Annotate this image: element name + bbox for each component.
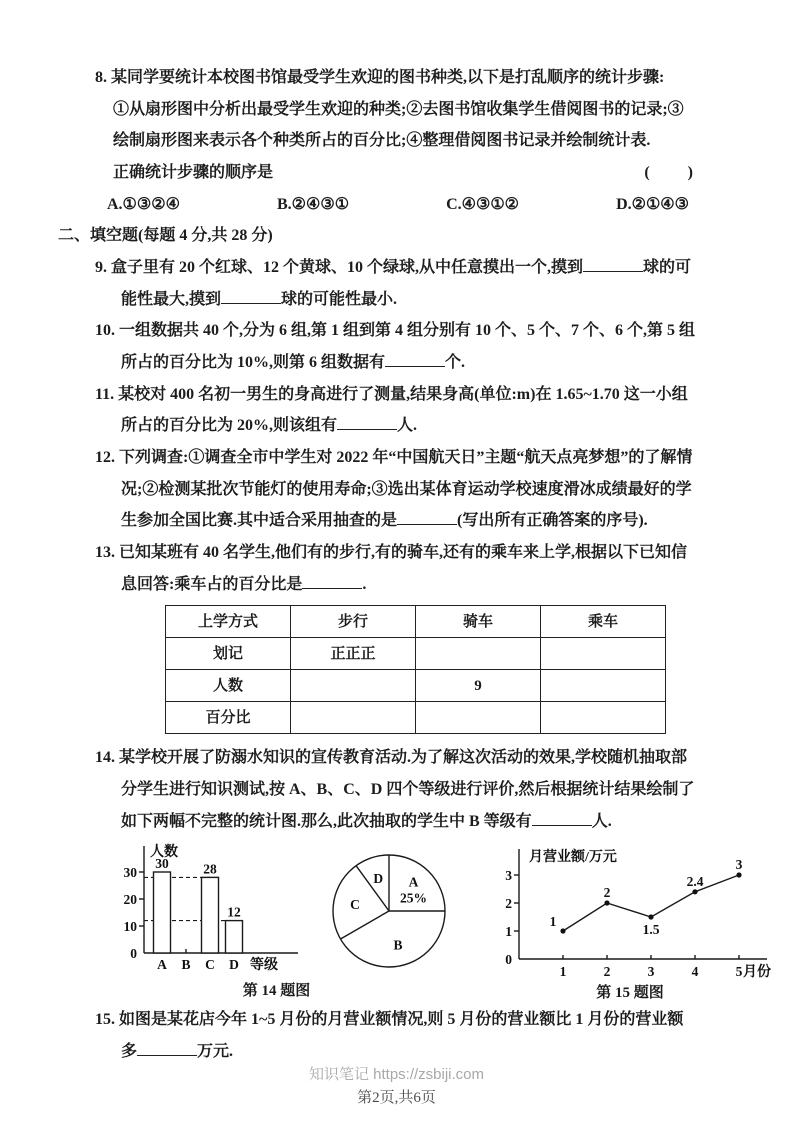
svg-text:1: 1: [505, 924, 512, 940]
svg-text:B: B: [393, 937, 403, 953]
question-15-number: 15.: [95, 1010, 115, 1028]
question-10-text: 个.: [445, 354, 466, 372]
question-8-number: 8.: [95, 69, 107, 86]
table-cell: [416, 638, 541, 670]
svg-text:1: 1: [549, 914, 557, 930]
statistic-figures: [98, 841, 771, 1004]
question-13-text: .: [362, 575, 367, 593]
svg-text:等级: 等级: [250, 958, 278, 974]
svg-text:10: 10: [123, 919, 137, 935]
option-b: B.②④③①: [276, 195, 350, 213]
svg-text:D: D: [373, 871, 384, 887]
question-14-text: 某学校开展了防溺水知识的宣传教育活动.为了解这次活动的效果,学校随机抽取部分学生进行知识测试,按 A、B、C、D 四个等级进行评价,然后根据统计结果绘制了如下两幅不完整的统计图.那么,此次抽取的学生中 B 等级有: [119, 749, 695, 830]
svg-text:2: 2: [505, 896, 512, 912]
table-cell: [416, 702, 541, 734]
figure-14-group: [98, 841, 455, 1002]
question-12: [95, 442, 695, 537]
svg-text:1.5: 1.5: [642, 922, 660, 938]
svg-text:3: 3: [735, 857, 743, 873]
question-11-text: 人.: [397, 417, 418, 435]
svg-text:2.4: 2.4: [686, 874, 704, 890]
question-10-text: 一组数据共 40 个,分为 6 组,第 1 组到第 4 组分别有 10 个、5 个、7 个、6 个,第 5 组所占的百分比为 10%,则第 6 组数据有: [119, 322, 696, 372]
table-header-cell: 乘车: [541, 606, 666, 638]
question-12-text: 下列调查:①调查全市中学生对 2022 年“中国航天日”主题“航天点亮梦想”的了解情况;②检测某批次节能灯的使用寿命;③选出某体育运动学校速度滑冰成绩最好的学生参加全国比赛.其中适合采用抽查的是: [119, 449, 693, 530]
table-header-cell: 步行: [291, 606, 416, 638]
question-13-table-wrap: [95, 605, 695, 734]
answer-blank: [397, 510, 457, 525]
svg-text:0: 0: [130, 946, 137, 962]
question-11: [95, 379, 695, 442]
svg-text:C: C: [350, 897, 360, 913]
answer-blank: [302, 574, 362, 589]
svg-text:A: A: [157, 957, 167, 973]
footer-site-link[interactable]: 知识笔记 https://zsbiji.com: [308, 1066, 485, 1083]
question-11-text: 某校对 400 名初一男生的身高进行了测量,结果身高(单位:m)在 1.65~1.70 这一小组所占的百分比为 20%,则该组有: [118, 385, 688, 435]
option-d: D.②①④③: [616, 195, 689, 213]
monthly-revenue-line-chart: [479, 841, 781, 981]
grade-pie-chart: [323, 847, 455, 977]
commute-survey-table: [165, 605, 666, 734]
grade-bar-chart: [98, 841, 303, 979]
question-8-steps: ①从扇形图中分析出最受学生欢迎的种类;②去图书馆收集学生借阅图书的记录;③绘制扇形图来表示各个种类所占的百分比;④整理借阅图书记录并绘制统计表.: [113, 100, 684, 150]
svg-text:C: C: [205, 957, 215, 973]
question-8-text: 某同学要统计本校图书馆最受学生欢迎的图书种类,以下是打乱顺序的统计步骤:: [111, 69, 665, 86]
question-15-text: 万元.: [197, 1042, 234, 1060]
svg-text:0: 0: [505, 952, 512, 968]
page-footer: [0, 1064, 793, 1109]
svg-text:A: A: [408, 874, 419, 890]
table-cell: [291, 670, 416, 702]
table-row-label: 人数: [166, 670, 291, 702]
svg-text:30: 30: [123, 865, 137, 881]
svg-text:3: 3: [647, 964, 655, 980]
svg-text:30: 30: [155, 856, 169, 872]
footer-page-number: 第2页,共6页: [357, 1089, 436, 1106]
table-header-row: [166, 606, 666, 638]
question-15: [95, 1004, 695, 1067]
question-9-text: 球的可能性最大,摸到: [121, 259, 692, 308]
answer-blank: [532, 811, 592, 826]
figure-14-caption: 第 14 题图: [242, 983, 311, 1000]
question-12-text: (写出所有正确答案的序号).: [457, 512, 648, 530]
question-13: [95, 537, 695, 600]
question-15-text: 如图是某花店今年 1~5 月份的月营业额情况,则 5 月份的营业额比 1 月份的营业额多: [119, 1010, 684, 1060]
question-13-number: 13.: [95, 544, 115, 562]
table-row: [166, 638, 666, 670]
answer-bracket: ( ): [644, 164, 695, 182]
table-cell: [541, 670, 666, 702]
table-cell: [541, 638, 666, 670]
svg-text:月营业额/万元: 月营业额/万元: [529, 850, 617, 866]
question-14: [95, 742, 695, 837]
question-8-stem: 正确统计步骤的顺序是: [113, 164, 274, 182]
svg-text:D: D: [229, 957, 239, 973]
svg-text:1: 1: [559, 964, 567, 980]
question-9-number: 9.: [95, 259, 107, 277]
question-8-stem-row: [95, 157, 695, 189]
svg-text:2: 2: [603, 885, 611, 901]
option-a: A.①③②④: [107, 195, 180, 213]
table-cell: 9: [416, 670, 541, 702]
question-10: [95, 315, 695, 378]
table-header-cell: 骑车: [416, 606, 541, 638]
svg-text:2: 2: [603, 964, 611, 980]
question-9-text: 球的可能性最小.: [281, 290, 398, 308]
figure-15-group: [479, 841, 781, 1004]
svg-text:25%: 25%: [400, 890, 428, 906]
answer-blank: [337, 415, 397, 430]
table-header-cell: 上学方式: [166, 606, 291, 638]
question-8: [95, 62, 695, 220]
figure-15-caption: 第 15 题图: [596, 985, 664, 1002]
answer-blank: [137, 1041, 197, 1056]
question-13-text: 已知某班有 40 名学生,他们有的步行,有的骑车,还有的乘车来上学,根据以下已知信息回答:乘车占的百分比是: [119, 544, 688, 593]
question-14-text: 人.: [591, 812, 612, 830]
table-row: [166, 702, 666, 734]
svg-text:3: 3: [505, 868, 512, 884]
answer-blank: [385, 352, 445, 367]
answer-blank: [221, 289, 281, 304]
question-12-number: 12.: [95, 449, 115, 467]
table-cell: 正正正: [291, 638, 416, 670]
table-row-label: 百分比: [166, 702, 291, 734]
option-c: C.④③①②: [446, 195, 520, 213]
svg-text:28: 28: [203, 861, 217, 877]
question-10-number: 10.: [95, 322, 115, 340]
svg-text:B: B: [181, 957, 191, 973]
question-9-text: 盒子里有 20 个红球、12 个黄球、10 个绿球,从中任意摸出一个,摸到: [111, 259, 584, 277]
question-8-options: [95, 189, 695, 221]
question-14-number: 14.: [95, 749, 115, 767]
svg-text:人数: 人数: [150, 845, 178, 861]
svg-text:4: 4: [691, 964, 699, 980]
question-9: [95, 252, 695, 315]
table-cell: [541, 702, 666, 734]
table-row: [166, 670, 666, 702]
question-8-line1: [95, 62, 695, 94]
svg-text:月份: 月份: [743, 965, 771, 981]
svg-text:12: 12: [227, 905, 241, 921]
svg-text:5: 5: [735, 964, 743, 980]
table-row-label: 划记: [166, 638, 291, 670]
answer-blank: [583, 257, 643, 272]
question-11-number: 11.: [95, 385, 115, 403]
table-cell: [291, 702, 416, 734]
svg-text:20: 20: [123, 892, 137, 908]
section-title: 二、填空题(每题 4 分,共 28 分): [58, 227, 273, 245]
